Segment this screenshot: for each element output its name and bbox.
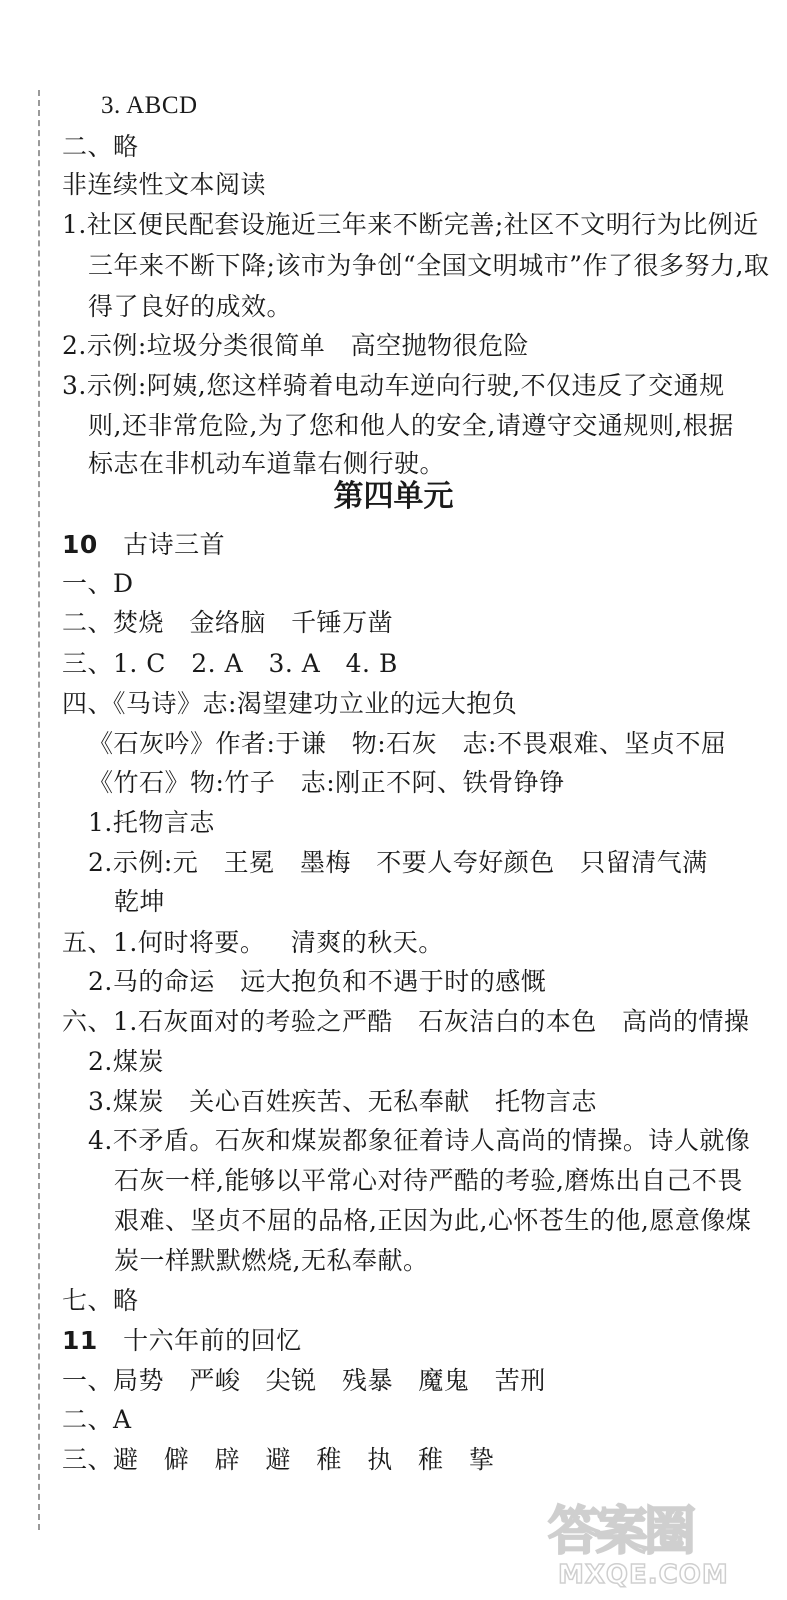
answer-line: 二、焚烧 金络脑 千锤万凿 [62,608,394,637]
answer-line: 二、略 [62,132,139,161]
answer-line: 石灰一样,能够以平常心对待严酷的考验,磨炼出自己不畏 [114,1166,743,1195]
section-heading: 非连续性文本阅读 [62,170,267,199]
answer-line: 五、1.何时将要。 清爽的秋天。 [62,928,444,957]
answer-line: 四、《马诗》志:渴望建功立业的远大抱负 [62,689,518,718]
answer-line: 4.不矛盾。石灰和煤炭都象征着诗人高尚的情操。诗人就像 [88,1126,751,1155]
answer-line: 三、1. C 2. A 3. A 4. B [62,649,398,678]
answer-line: 艰难、坚贞不屈的品格,正因为此,心怀苍生的他,愿意像煤 [114,1206,752,1235]
answer-line: 1.社区便民配套设施近三年来不断完善;社区不文明行为比例近 [62,210,759,239]
answer-line: 3.示例:阿姨,您这样骑着电动车逆向行驶,不仅违反了交通规 [62,371,725,400]
answer-line: 三年来不断下降;该市为争创“全国文明城市”作了很多努力,取 [88,251,770,280]
answer-line: 二、A [62,1405,132,1434]
unit-title: 第四单元 [333,479,454,514]
answer-line: 一、局势 严峻 尖锐 残暴 魔鬼 苦刑 [62,1366,546,1395]
answer-line: 六、1.石灰面对的考验之严酷 石灰洁白的本色 高尚的情操 [62,1007,750,1036]
answer-line: 《竹石》物:竹子 志:刚正不阿、铁骨铮铮 [88,768,565,797]
lesson-heading: 11 十六年前的回忆 [62,1326,302,1355]
answer-line: 2.马的命运 远大抱负和不遇于时的感慨 [88,967,547,996]
answer-line: 《石灰吟》作者:于谦 物:石灰 志:不畏艰难、坚贞不屈 [88,729,727,758]
answer-line: 则,还非常危险,为了您和他人的安全,请遵守交通规则,根据 [88,411,734,440]
answer-line: 3. ABCD [101,92,198,119]
answer-line: 炭一样默默燃烧,无私奉献。 [114,1246,429,1275]
answer-line: 乾坤 [114,887,166,916]
answer-line: 2.示例:垃圾分类很简单 高空抛物很危险 [62,331,530,360]
page-margin-dashed-line [38,90,40,1530]
answer-line: 2.煤炭 [88,1047,164,1076]
answer-line: 一、D [62,569,134,598]
answer-line: 1.托物言志 [88,808,215,837]
watermark-text-cn: 答案圈 [548,1502,693,1562]
answer-line: 得了良好的成效。 [88,292,293,321]
watermark-logo [548,1502,773,1594]
lesson-heading: 10 古诗三首 [62,530,226,559]
answer-line: 3.煤炭 关心百姓疾苦、无私奉献 托物言志 [88,1087,598,1116]
answer-line: 七、略 [62,1286,139,1315]
answer-line: 2.示例:元 王冕 墨梅 不要人夸好颜色 只留清气满 [88,848,708,877]
answer-line: 三、避 僻 辟 避 稚 执 稚 挚 [62,1445,495,1474]
answer-line: 标志在非机动车道靠右侧行驶。 [88,449,446,478]
watermark-text-en: MXQE.COM [558,1560,729,1590]
